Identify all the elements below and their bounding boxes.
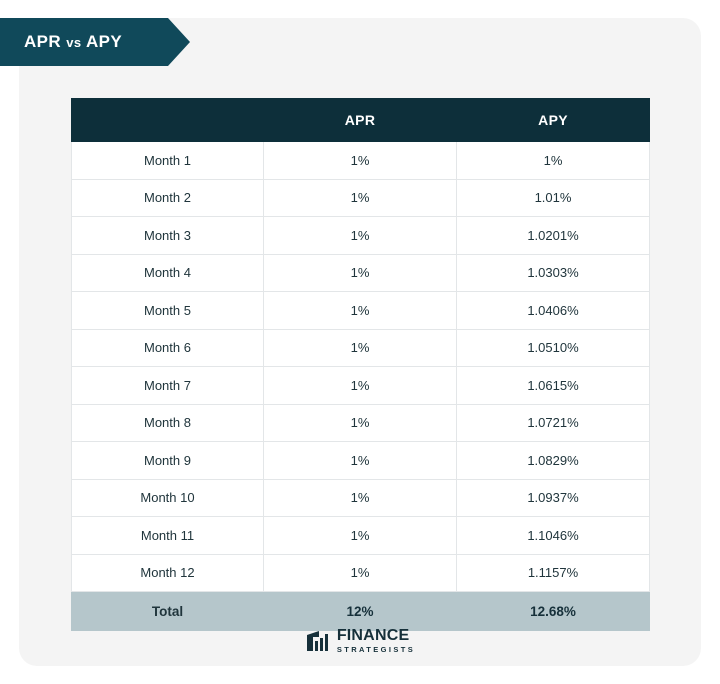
banner-title-ribbon bbox=[0, 18, 168, 66]
cell-period: Month 1 bbox=[72, 142, 264, 180]
cell-apy: 1.01% bbox=[457, 179, 650, 217]
footer-logo bbox=[0, 628, 720, 654]
cell-apr: 1% bbox=[264, 479, 457, 517]
table-row bbox=[72, 442, 650, 480]
column-header-apy: APY bbox=[457, 99, 650, 142]
cell-period: Month 11 bbox=[72, 517, 264, 555]
table-header-row bbox=[72, 99, 650, 142]
column-header-period bbox=[72, 99, 264, 142]
finance-strategists-logo-icon bbox=[305, 628, 331, 654]
cell-apy: 1.0201% bbox=[457, 217, 650, 255]
logo-group bbox=[305, 628, 415, 654]
logo-main-text: FINANCE bbox=[336, 627, 410, 645]
table-row bbox=[72, 517, 650, 555]
cell-period: Month 6 bbox=[72, 329, 264, 367]
table-row bbox=[72, 479, 650, 517]
cell-apr: 1% bbox=[264, 404, 457, 442]
table-row bbox=[72, 292, 650, 330]
cell-total-apy: 12.68% bbox=[457, 592, 650, 631]
cell-apr: 1% bbox=[264, 517, 457, 555]
cell-apy: 1.1157% bbox=[457, 554, 650, 592]
cell-period: Month 3 bbox=[72, 217, 264, 255]
cell-period: Month 8 bbox=[72, 404, 264, 442]
banner-title-apy: APY bbox=[85, 32, 123, 51]
banner-arrow-shape bbox=[168, 18, 190, 66]
cell-period: Month 10 bbox=[72, 479, 264, 517]
table-row bbox=[72, 554, 650, 592]
banner-title-vs: vs bbox=[66, 35, 82, 50]
cell-apy: 1.0829% bbox=[457, 442, 650, 480]
cell-period: Month 2 bbox=[72, 179, 264, 217]
cell-apr: 1% bbox=[264, 442, 457, 480]
cell-apy: 1.0937% bbox=[457, 479, 650, 517]
table-body bbox=[72, 142, 650, 631]
cell-apy: 1.0615% bbox=[457, 367, 650, 405]
cell-apy: 1% bbox=[457, 142, 650, 180]
logo-sub-text: STRATEGISTS bbox=[336, 645, 416, 655]
logo-text-group bbox=[337, 628, 415, 654]
cell-apr: 1% bbox=[264, 554, 457, 592]
cell-apr: 1% bbox=[264, 142, 457, 180]
cell-apy: 1.0510% bbox=[457, 329, 650, 367]
cell-apy: 1.1046% bbox=[457, 517, 650, 555]
apr-apy-table bbox=[71, 98, 650, 631]
cell-apy: 1.0406% bbox=[457, 292, 650, 330]
cell-period: Month 4 bbox=[72, 254, 264, 292]
table-row bbox=[72, 329, 650, 367]
cell-apr: 1% bbox=[264, 179, 457, 217]
cell-apr: 1% bbox=[264, 254, 457, 292]
cell-total-label: Total bbox=[72, 592, 264, 631]
cell-period: Month 12 bbox=[72, 554, 264, 592]
cell-apr: 1% bbox=[264, 217, 457, 255]
cell-period: Month 7 bbox=[72, 367, 264, 405]
table-head bbox=[72, 99, 650, 142]
column-header-apr: APR bbox=[264, 99, 457, 142]
table-row bbox=[72, 404, 650, 442]
cell-apy: 1.0303% bbox=[457, 254, 650, 292]
table-row bbox=[72, 254, 650, 292]
table-row bbox=[72, 179, 650, 217]
cell-period: Month 5 bbox=[72, 292, 264, 330]
cell-apr: 1% bbox=[264, 292, 457, 330]
table-row bbox=[72, 142, 650, 180]
cell-period: Month 9 bbox=[72, 442, 264, 480]
table-total-row bbox=[72, 592, 650, 631]
cell-apr: 1% bbox=[264, 367, 457, 405]
cell-total-apr: 12% bbox=[264, 592, 457, 631]
table-row bbox=[72, 217, 650, 255]
page-title bbox=[24, 32, 122, 52]
table-row bbox=[72, 367, 650, 405]
apr-apy-table-container bbox=[71, 98, 649, 631]
cell-apr: 1% bbox=[264, 329, 457, 367]
cell-apy: 1.0721% bbox=[457, 404, 650, 442]
banner-title-apr: APR bbox=[24, 32, 62, 51]
